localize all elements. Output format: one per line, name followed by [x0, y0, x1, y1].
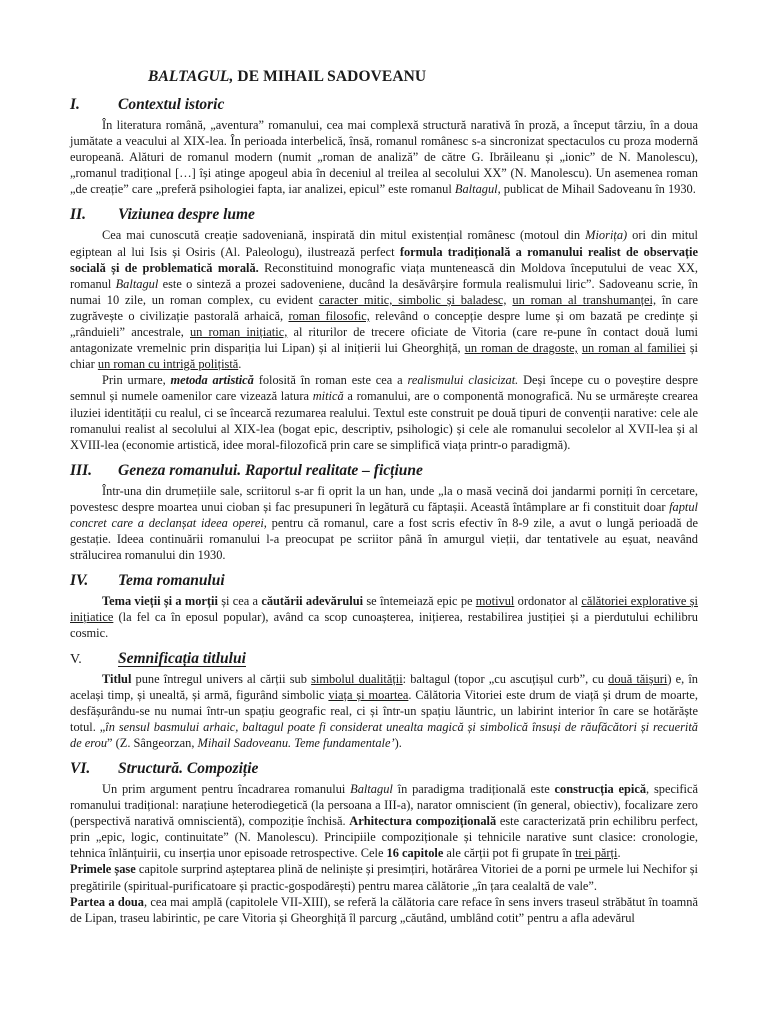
- section-number: III.: [70, 461, 92, 479]
- paragraph: [70, 483, 698, 563]
- text-run: ale cărții pot fi grupate în: [443, 846, 576, 861]
- text-run: realismului clasicizat.: [407, 373, 519, 388]
- text-run: în care zugrăvește o civilizație pastorală arhaică,: [70, 292, 698, 323]
- text-run: în sensul basmului arhaic, baltagul poate fi considerat unealta magică și simbolică însuși de răufăcători și recuerită de erou: [70, 719, 698, 750]
- text-run: un roman al transhumanței,: [512, 292, 657, 307]
- text-run: un roman cu intrigă polițistă: [97, 357, 239, 372]
- text-run: și cea a: [217, 594, 262, 609]
- text-run: metoda artistică: [170, 373, 254, 388]
- text-run: viața și moartea: [328, 687, 409, 702]
- text-run: Tema vieții și a morții: [102, 594, 218, 609]
- text-run: Reconstituind monografic viața muntenească din Moldova începutului de veac XX, romanul: [70, 260, 698, 291]
- section-title: Structură. Compoziție: [118, 760, 259, 777]
- text-run: Miorița): [585, 228, 628, 243]
- paragraph: [70, 117, 698, 197]
- text-run: ordonator al: [514, 594, 582, 609]
- text-run: Baltagul: [350, 782, 393, 796]
- text-run: caracter mitic, simbolic și baladesc,: [318, 292, 507, 307]
- text-run: relevând o concepție despre lume și om bazată pe credințe și „rânduieli” ancestrale,: [70, 308, 698, 340]
- text-run: un roman de dragoste,: [464, 341, 578, 356]
- text-run: Baltagul,: [454, 182, 501, 197]
- text-run: faptul concret care a declanșat ideea operei,: [70, 499, 698, 530]
- paragraph: [70, 227, 698, 372]
- section-viziunea: [70, 206, 698, 452]
- document-title: BALTAGUL, DE MIHAIL SADOVEANU: [148, 68, 427, 85]
- text-run: roman filosofic,: [288, 308, 370, 323]
- text-run: Un prim argument pentru încadrarea romanului: [102, 782, 351, 796]
- paragraph: [70, 372, 698, 452]
- text-run: două tăișuri: [608, 671, 668, 686]
- section-title: Tema romanului: [118, 572, 225, 590]
- text-run: publicat de Mihail Sadoveanu în 1930.: [500, 182, 696, 197]
- text-run: ” (Z. Sângeorzan,: [107, 735, 198, 750]
- text-run: călătoriei explorative și inițiatice: [70, 594, 698, 625]
- section-titlu: [70, 651, 698, 751]
- text-run: , cea mai amplă (capitolele VII-XIII), se referă la călătoria care reface în sens invers traseul străbătut în toamnă de Lipan, traseu labirintic, pe care Vitoria și Gheorghiță îl parcurg „căutând, umblând cotit” pentru a afla adevărul: [70, 894, 698, 925]
- text-run: un roman inițiatic,: [189, 325, 288, 340]
- paragraph: [70, 593, 698, 641]
- text-run: .: [238, 357, 242, 372]
- text-run: capitole surprind așteptarea plină de neliniște și presimțiri, hotărârea Vitoriei de a porni pe urmele lui Nechifor și pregătirile (spiritual-purificatoare și practic-gospodărești) pentru marea călătorie „în țara cealaltă de vale”.: [70, 862, 698, 893]
- text-run: Partea a doua: [70, 894, 144, 909]
- text-run: trei părți: [575, 846, 618, 861]
- text-run: pune întregul univers al cărții sub: [131, 671, 312, 686]
- section-title: Geneza romanului. Raportul realitate – ficțiune: [118, 461, 423, 479]
- text-run: 16 capitole: [386, 846, 444, 861]
- text-run: Arhitectura compozițională: [349, 814, 497, 829]
- text-run: mitică: [312, 389, 344, 404]
- text-run: Într-una din drumețiile sale, scriitorul s-ar fi oprit la un han, unde „la o masă vecină doi jandarmi porniți în cercetare, povestesc despre moartea unui cioban și fac presupuneri în legătură cu făptașii. Această întâmplare ar fi constituit doar: [70, 483, 698, 514]
- paragraph: [70, 671, 698, 751]
- section-title: Semnificația titlului: [118, 649, 246, 667]
- text-run: folosită în roman este cea a: [253, 373, 408, 388]
- section-structura: [70, 760, 698, 926]
- text-run: Deși începe cu o poveștire despre semnul și numele oamenilor care vizează latura: [70, 373, 698, 404]
- text-run: construcția epică: [554, 782, 647, 796]
- text-run: se întemeiază epic pe: [363, 594, 476, 609]
- text-run: ori din mitul egiptean al lui Isis și Osiris (Al. Paleologu), ilustrează perfect: [70, 228, 698, 259]
- text-run: : baltagul (topor „cu ascuțișul curb”, cu: [402, 671, 609, 686]
- text-run: În literatura română, „aventura” romanului, cea mai complexă structură narativă în proză, a început târziu, în a doua jumătate a veacului al XIX-lea. În perioada interbelică, însă, romanul românesc s-a sincronizat spectaculos cu proza modernă europeană. Alături de romanul modern (numit „roman de analiză” de către G. Ibrăileanu și „ionic” de N. Manolescu), „romanul tradițional […] își atinge apogeul abia în deceniul al treilea al secolului XX” (N. Manolescu). Un asemenea roman „de creație” care „preferă psihologiei fapta, iar analizei, epicul” este romanul: [70, 118, 698, 197]
- text-run: Baltagul: [115, 276, 159, 291]
- text-run: (la fel ca în eposul popular), având ca scop cunoașterea, inițierea, restabilirea justiției și a pierdutului echilibru cosmic.: [70, 610, 698, 641]
- section-tema: [70, 572, 698, 641]
- section-number: IV.: [70, 572, 89, 590]
- text-run: DE MIHAIL SADOVEANU: [233, 68, 427, 85]
- section-context-istoric: [70, 96, 698, 197]
- text-run: este o sinteză a prozei sadoveniene, ducând la desăvârșire formula realismului liric”. Sadoveanu scrie, în numai 10 zile, un roman complex, cu evident: [70, 276, 698, 307]
- text-run: a romanului, are o componentă monografică. Nu se urmărește crearea iluziei identității cu realul, ci se încearcă rezumarea realului. Textul este construit pe două tipuri de convenții narative: cele ale romanului realist al secolului al XIX-lea (bogat epic, descriptiv, psihologic) și cele ale romanului secolelor al XVII-lea și al XVIII-lea (economie artistică, idee moral-filozofică prin care se simplifică viața printr-o paradigmă).: [70, 389, 698, 452]
- text-run: și chiar: [70, 341, 698, 372]
- section-number: II.: [70, 206, 86, 224]
- text-run: Titlul: [102, 671, 132, 686]
- section-title: Contextul istoric: [118, 96, 225, 113]
- text-run: ) e, în același timp, și unealtă, și armă, figurând simbolic: [70, 671, 698, 702]
- section-title: Viziunea despre lume: [118, 206, 255, 224]
- text-run: al riturilor de trecere oficiate de Vitoria (care re-pune în contact două lumi antagonizate vremelnic prin dispariția lui Lipan) și al inițierii lui Gheorghiță,: [70, 325, 698, 356]
- section-number: I.: [70, 96, 80, 113]
- text-run: .: [617, 846, 621, 861]
- text-run: Primele șase: [70, 862, 136, 877]
- section-geneza: [70, 462, 698, 563]
- text-run: motivul: [475, 594, 515, 609]
- text-run: este caracterizată prin echilibru perfect, prin „epic, logic, continuitate” (N. Manolescu). Principiile compoziționale și tehnicile narative sunt clasice: cronologie, tehnica înlănțuirii, cu inserția unor episoade retrospective. Cele: [70, 814, 698, 861]
- text-run: formula tradițională a romanului realist de observație socială și de problematică morală.: [70, 244, 698, 275]
- text-run: Cea mai cunoscută creație sadoveniană, inspirată din mitul existențial românesc (motoul din: [102, 228, 586, 243]
- text-run: în paradigma tradițională este: [392, 782, 555, 796]
- section-number: VI.: [70, 760, 91, 777]
- text-run: un roman al familiei: [581, 341, 686, 356]
- text-run: căutării adevărului: [261, 594, 364, 609]
- text-run: pentru că romanul, care a fost scris efectiv în 8-9 zile, a avut o lungă perioadă de gestație. Ideea continuării romanului l-a preocupat pe scriitor până în amurgul vieții, dar tentativele au eșuat, neavând strălucirea romanului din 1930.: [70, 515, 698, 563]
- text-run: , specifică romanului tradițional: narațiune heterodiegetică (la persoana a III-a), narator omniscient (în general, obiectiv), focalizare zero (perspectivă narativă omniscientă), compoziție închisă.: [70, 782, 698, 829]
- section-number: V.: [70, 651, 82, 667]
- text-run: ).: [394, 735, 402, 750]
- text-run: Mihail Sadoveanu. Teme fundamentale’: [197, 735, 395, 750]
- text-run: Prin urmare,: [102, 373, 171, 388]
- paragraph: [70, 781, 698, 926]
- text-run: simbolul dualității: [311, 671, 403, 686]
- text-run: . Călătoria Vitoriei este drum de viață și drum de moarte, desfășurându-se nu numai într-un spațiu geografic real, ci și într-un spațiu lăuntric, un labirint interior în care se hotărăște totul. „: [70, 687, 698, 734]
